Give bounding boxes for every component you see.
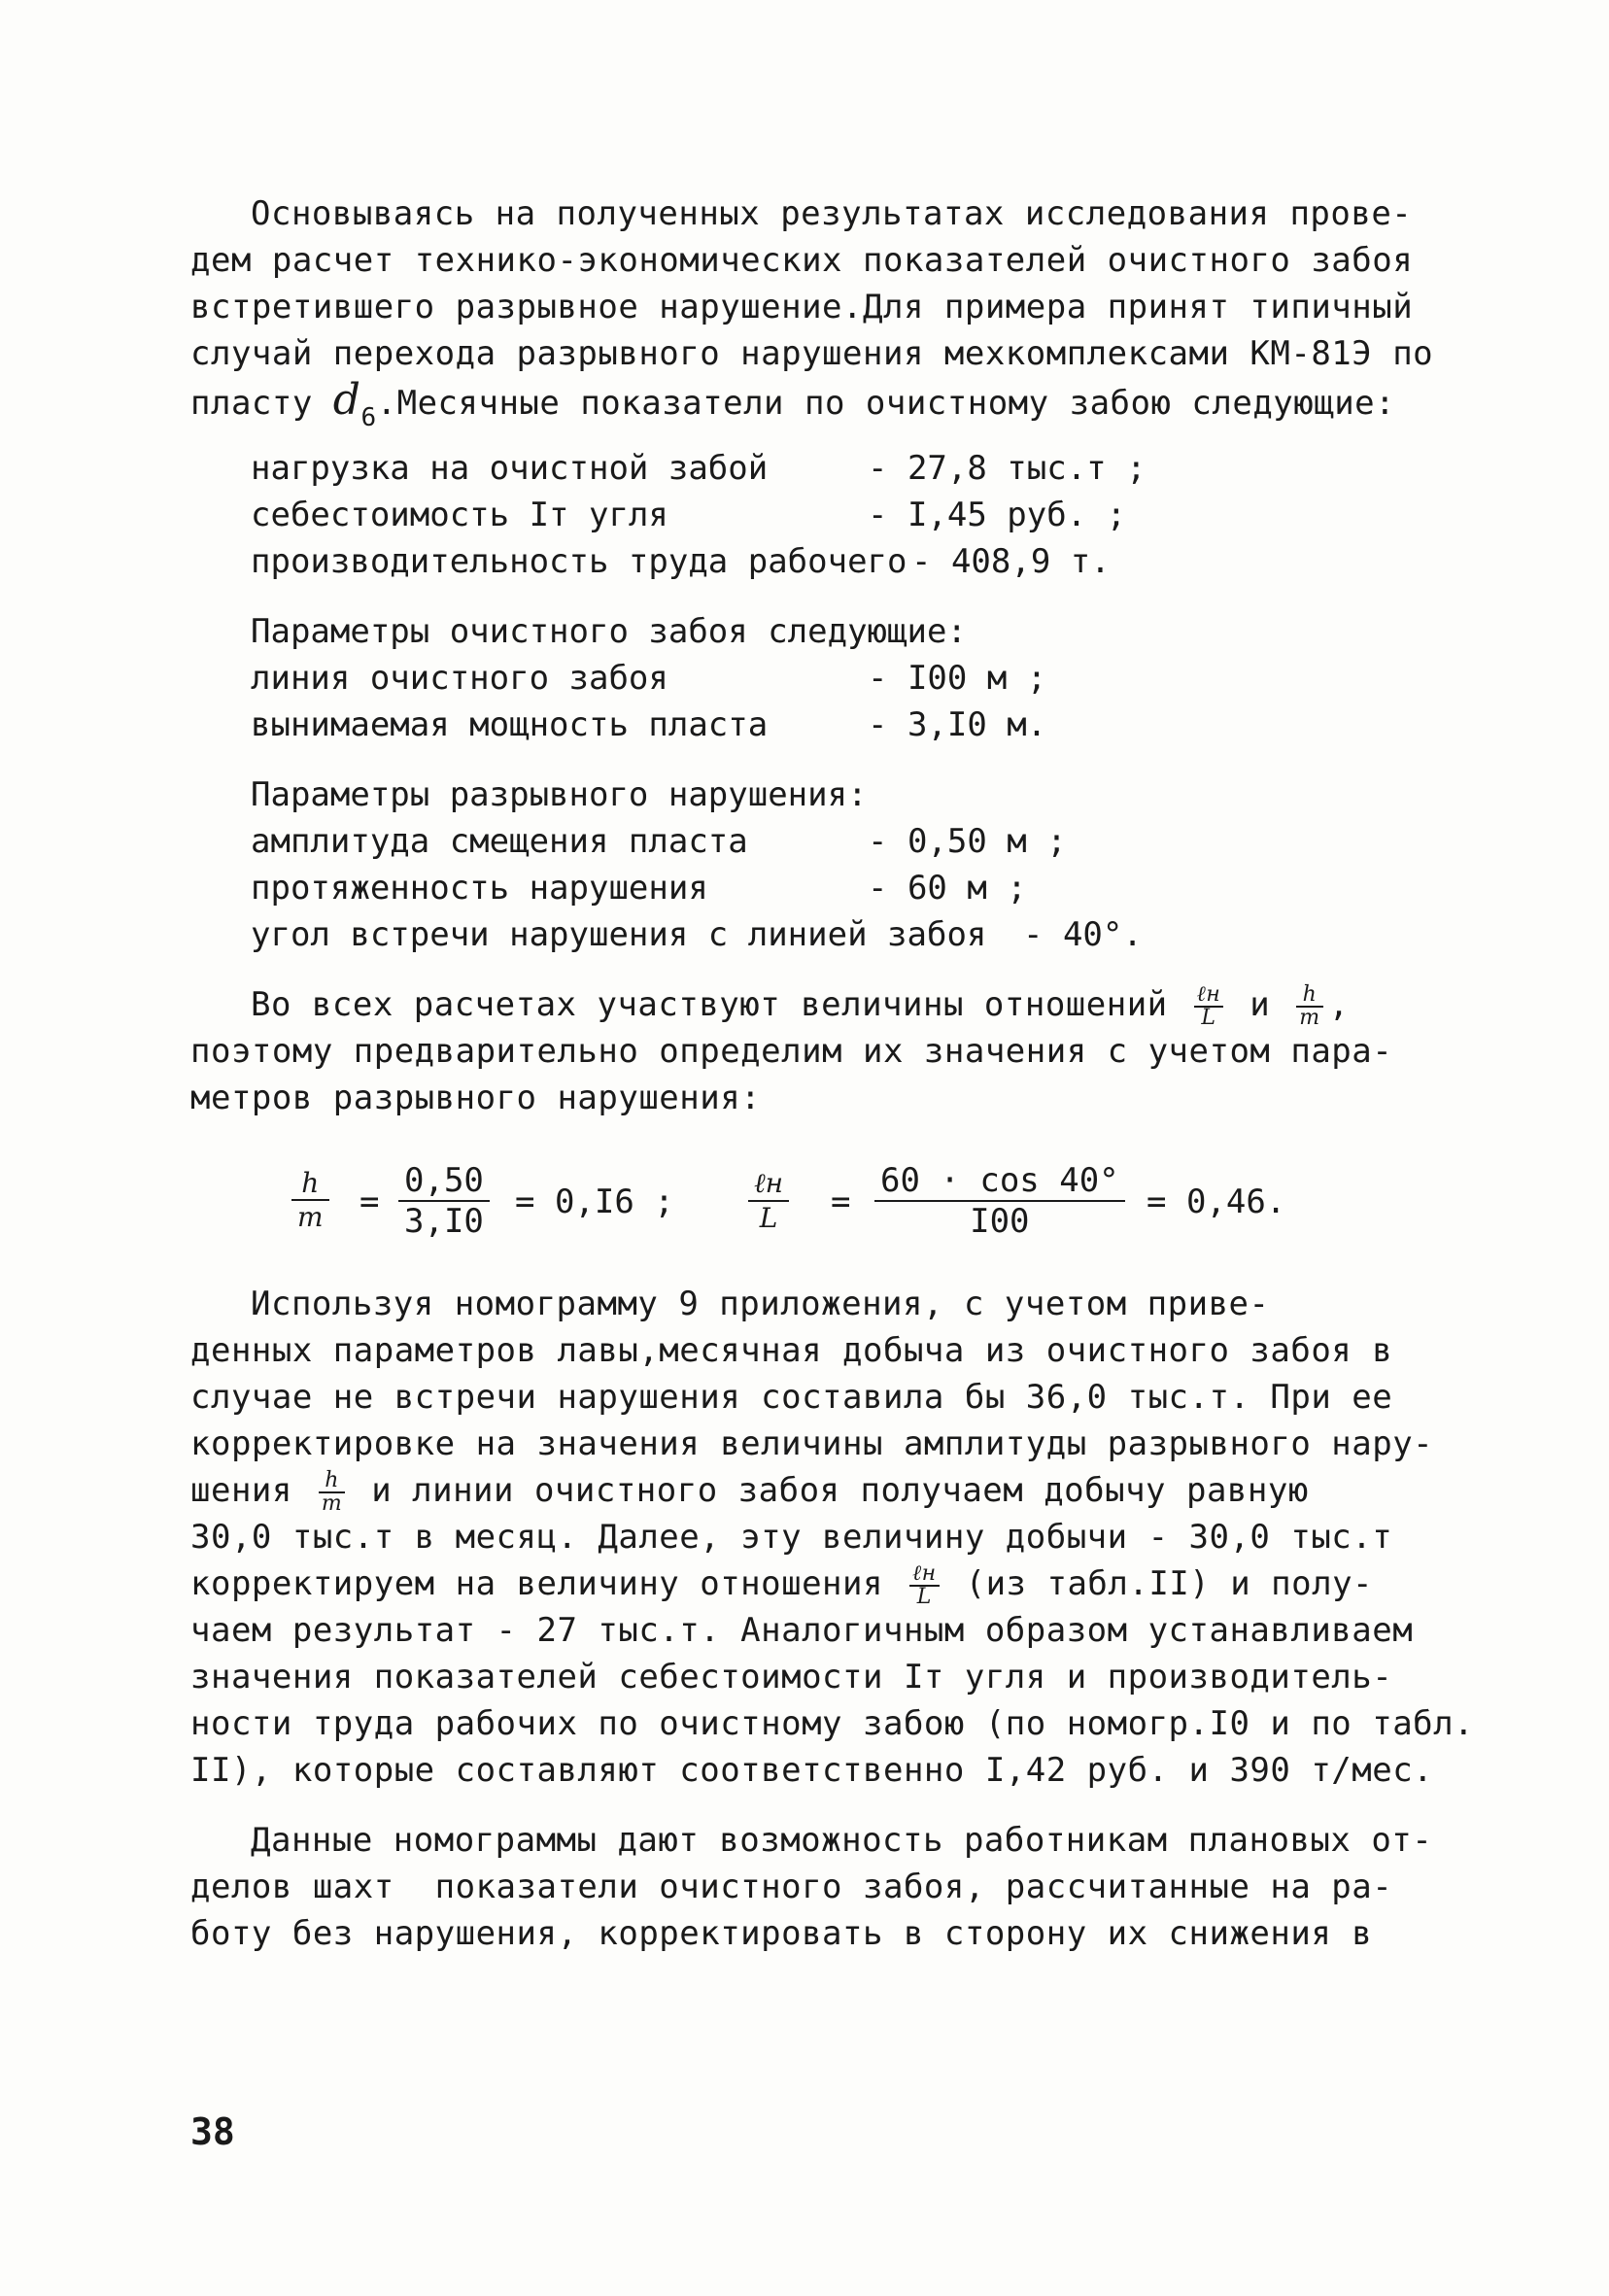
body-line-12: Данные номограммы дают возможность работникам плановых от- (251, 1821, 1433, 1860)
intro-line-5 (190, 375, 1396, 432)
monthly-row (251, 538, 1111, 585)
monthly-label: производительность труда рабочего (251, 542, 907, 581)
ratio-den: L (1201, 1005, 1216, 1030)
face-params-heading: Параметры очистного забоя следующие: (251, 612, 967, 651)
body-line-5 (190, 1467, 1309, 1515)
f2-lhs-num: ℓн (748, 1167, 789, 1202)
fault-param-label: угол встречи нарушения с линией забоя (251, 915, 987, 954)
monthly-label: нагрузка на очистной забой (251, 449, 769, 488)
fault-param-label: протяженность нарушения (251, 869, 708, 908)
fault-param-value: - 60 м ; (868, 869, 1027, 908)
f2-den: I00 (970, 1202, 1030, 1241)
intro-line-4: случай перехода разрывного нарушения мехкомплексами КМ-81Э по (190, 334, 1434, 373)
f1-lhs-num: h (291, 1167, 329, 1201)
ratio-num: ℓн (1194, 984, 1224, 1008)
ratios-line-1 (251, 981, 1350, 1029)
f1-lhs (291, 1167, 329, 1233)
body-ratio-h-over-m (319, 1467, 345, 1516)
page-number: 38 (190, 2110, 235, 2153)
body-line-9: значения показателей себестоимости Iт угля и производитель- (190, 1658, 1393, 1696)
f1-eq: = (359, 1182, 380, 1221)
f2-lhs (748, 1167, 789, 1234)
body-line-10: ности труда рабочих по очистному забою (по номогр.I0 и по табл. (190, 1704, 1475, 1743)
ratio-den: m (1299, 1005, 1320, 1030)
body-line-13: делов шахт показатели очистного забоя, рассчитанные на ра- (190, 1868, 1393, 1906)
f1-lhs-den: m (297, 1201, 324, 1233)
f2-frac (874, 1161, 1125, 1241)
fault-param-row (251, 865, 1027, 911)
body-line-7 (190, 1560, 1373, 1608)
ratios-line-1-pre: Во всех расчетах участвуют величины отношений (251, 985, 1168, 1024)
body-line-3: случае не встречи нарушения составила бы 36,0 тыс.т. При ее (190, 1378, 1393, 1417)
formula-block (291, 1161, 1360, 1278)
monthly-value: - 408,9 т. (911, 542, 1111, 581)
seam-symbol: d (332, 375, 361, 425)
body-ratio-l-over-L (909, 1560, 940, 1609)
body-line-6: 30,0 тыс.т в месяц. Далее, эту величину добычи - 30,0 тыс.т (190, 1518, 1393, 1557)
f1-result: = 0,I6 ; (515, 1182, 674, 1221)
ratio-num: h (319, 1470, 345, 1493)
body-line-11: II), которые составляют соответственно I,42 руб. и 390 т/мес. (190, 1751, 1434, 1790)
f2-num: 60 · cos 40° (874, 1161, 1125, 1202)
seam-index: 6 (360, 403, 377, 432)
body-line-8: чаем результат - 27 тыс.т. Аналогичным образом устанавливаем (190, 1611, 1414, 1650)
monthly-row (251, 445, 1147, 492)
intro-line-5-post: .Месячные показатели по очистному забою следующие: (376, 384, 1396, 423)
ratio-num: h (1296, 984, 1322, 1008)
f1-frac (398, 1161, 490, 1241)
fault-param-value: - 40°. (1023, 915, 1143, 954)
fault-param-row (251, 818, 1067, 865)
intro-line-5-pre: пласту (190, 384, 333, 423)
intro-line-2: дем расчет технико-экономических показателей очистного забоя (190, 241, 1414, 280)
fault-params-heading: Параметры разрывного нарушения: (251, 775, 868, 814)
body-line-2: денных параметров лавы,месячная добыча из очистного забоя в (190, 1331, 1393, 1370)
fault-param-value: - 0,50 м ; (868, 822, 1067, 861)
monthly-value: - 27,8 тыс.т ; (868, 449, 1147, 488)
ratio-l-over-L (1194, 981, 1224, 1030)
fault-param-row (251, 911, 1143, 958)
fault-param-label: амплитуда смещения пласта (251, 822, 748, 861)
face-param-value: - I00 м ; (868, 659, 1047, 698)
face-param-label: вынимаемая мощность пласта (251, 705, 769, 744)
ratios-line-2: поэтому предварительно определим их значения с учетом пара- (190, 1032, 1393, 1071)
f1-den: 3,I0 (404, 1202, 484, 1241)
ratio-den: m (321, 1491, 343, 1516)
body-line-7-pre: корректируем на величину отношения (190, 1564, 883, 1603)
intro-line-3: встретившего разрывное нарушение.Для примера принят типичный (190, 288, 1414, 326)
face-param-row (251, 655, 1046, 702)
f1-num: 0,50 (398, 1161, 490, 1202)
ratios-line-1-post: , (1328, 985, 1350, 1024)
intro-line-1: Основываясь на полученных результатах исследования прове- (251, 194, 1413, 233)
body-line-4: корректировке на значения величины амплитуды разрывного нару- (190, 1424, 1434, 1463)
body-line-14: боту без нарушения, корректировать в сторону их снижения в (190, 1914, 1373, 1953)
body-line-5-pre: шения (190, 1471, 292, 1510)
face-param-label: линия очистного забоя (251, 659, 668, 698)
monthly-row (251, 492, 1126, 538)
ratio-num: ℓн (909, 1563, 940, 1587)
ratios-line-3: метров разрывного нарушения: (190, 1079, 762, 1117)
f2-result: = 0,46. (1147, 1182, 1286, 1221)
monthly-value: - I,45 руб. ; (868, 496, 1127, 534)
ratio-h-over-m (1296, 981, 1322, 1030)
body-line-7-post: (из табл.II) и полу- (965, 1564, 1374, 1603)
face-param-row (251, 702, 1046, 748)
body-line-5-post: и линии очистного забоя получаем добычу равную (371, 1471, 1309, 1510)
ratio-den: L (916, 1584, 932, 1609)
ratios-conj: и (1250, 985, 1271, 1024)
f2-eq: = (831, 1182, 851, 1221)
face-param-value: - 3,I0 м. (868, 705, 1047, 744)
body-line-1: Используя номограмму 9 приложения, с учетом приве- (251, 1285, 1270, 1323)
monthly-label: себестоимость Iт угля (251, 496, 668, 534)
f2-lhs-den: L (759, 1202, 778, 1234)
